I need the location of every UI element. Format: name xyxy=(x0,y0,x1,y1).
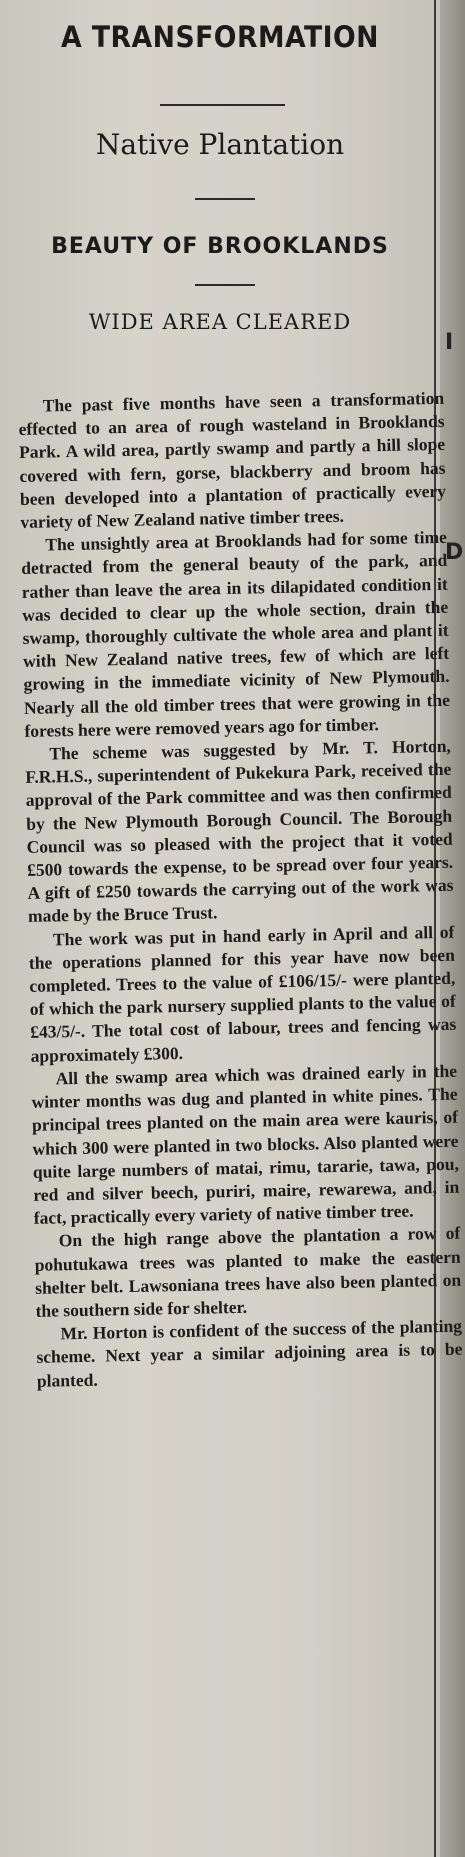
article-paragraph: The work was put in hand early in April and all of the operations planned for this year have now been completed. Trees to the value of £106/15/- were planted, of which the park nursery supplied plants to the value of £43/5/-. The total cost of labour, trees and fencing was approximately £300. xyxy=(28,921,457,1066)
adjacent-column-letter: D xyxy=(445,540,464,565)
deck-wide-area-cleared: WIDE AREA CLEARED xyxy=(88,310,352,334)
article-paragraph: On the high range above the plantation a row of pohutukawa trees was planted to make the eastern shelter belt. Lawsoniana trees have also been planted on the southern side for shelter. xyxy=(34,1222,462,1321)
article-paragraph: The scheme was suggested by Mr. T. Horton, F.R.H.S., superintendent of Pukekura Park, received the approval of the Park committee and was then confirmed by the New Plymouth Borough Council. The Borough Council was so pleased with the project that it voted £500 towards the expense, to be spread over four years. A gift of £250 towards the carrying out of the work was made by the Bruce Trust. xyxy=(25,735,454,927)
deck-divider xyxy=(195,198,255,200)
article-paragraph: All the swamp area which was drained early in the winter months was dug and planted in white pines. The principal trees planted on the main area were kauris, of which 300 were planted in two blocks. Also planted were quite large numbers of matai, rimu, tararie, tawa, pou, red and silver beech, puriri, maire, rewarewa, and, in fact, practically every variety of native timber tree. xyxy=(31,1060,460,1228)
deck-native-plantation: Native Plantation xyxy=(95,128,345,161)
article-paragraph: The past five months have seen a transformation effected to an area of rough wasteland in Brooklands Park. A wild area, partly swamp and partly a hill slope covered with fern, gorse, blackberry and broom has been developed into a plantation of practically every variety of New Zealand native timber trees. xyxy=(18,387,447,532)
article-headline: A TRANSFORMATION xyxy=(61,20,379,54)
deck-divider xyxy=(195,284,255,286)
deck-beauty-of-brooklands: BEAUTY OF BROOKLANDS xyxy=(51,234,389,259)
article-body xyxy=(18,387,463,1393)
adjacent-column-letter: I xyxy=(445,330,454,355)
article-paragraph: Mr. Horton is confident of the success of the planting scheme. Next year a similar adjoining area is to be planted. xyxy=(36,1315,463,1391)
article-paragraph: The unsightly area at Brooklands had for some time detracted from the general beauty of the park, and rather than leave the area in its dilapidated condition it was decided to clear up the whole section, drain the swamp, thoroughly cultivate the whole area and plant it with New Zealand native trees, few of which are left growing in the immediate vicinity of New Plymouth. Nearly all the old timber trees that were growing in the forests here were removed years ago for timber. xyxy=(21,527,451,741)
headline-divider xyxy=(160,104,285,106)
